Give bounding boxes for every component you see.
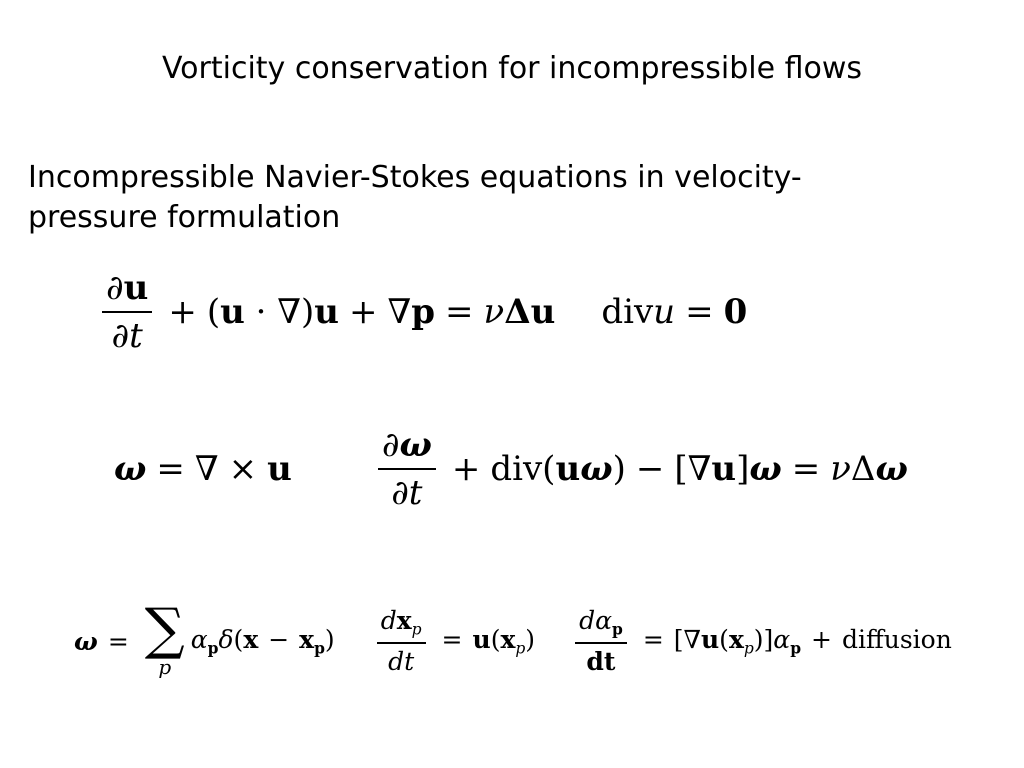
fraction-numerator: ∂ω [381,425,432,465]
fraction-denominator: ∂t [391,473,423,513]
strength-rhs: = $[\nabla u(x_p)]\alpha_p$ + diffusion [642,624,952,658]
fraction-numerator: ∂u [106,268,149,308]
particle-sum-body: $\alpha_p\delta(x - x_p)$ [190,624,335,658]
navier-stokes-equation [96,268,747,356]
slide-title: Vorticity conservation for incompressible flows [161,51,863,86]
momentum-terms: + (u · ∇)u + ∇p = νΔu [168,292,556,332]
subtitle-line-1: Incompressible Navier-Stokes equations in velocity- [28,160,802,195]
velocity-rhs: = $u(x_p)$ [441,624,536,658]
vorticity-transport-terms: + div(uω) − [∇u]ω = νΔω [451,449,908,489]
diffusion-term: diffusion [841,624,952,654]
fraction-denominator: ∂t [111,316,143,356]
slide-subtitle [28,158,928,238]
fraction-denominator: dt [586,646,616,676]
vorticity-time-derivative [378,425,436,513]
fraction-numerator: $d\alpha_p$ [579,606,623,639]
divergence-constraint: divu = 0 [601,292,748,332]
time-derivative-fraction [102,268,152,356]
position-derivative-fraction [377,606,426,675]
subtitle-line-2: pressure formulation [28,200,341,235]
particle-discretization-equation: ω = ∑ p $\alpha_p\delta(x - x_p)$ $\frac{dx_p}{dt}$ = $u(x_p)$ $\frac{d\alpha_p}{dt}$ = $[\nabla u(x_p)]\alpha_p$ + diffusion [74,597,952,679]
strength-derivative-fraction [575,606,627,675]
fraction-numerator: $dx_p$ [380,606,422,639]
summation: ∑ p [144,597,185,679]
vorticity-definition: ω = ∇ × u [114,449,292,489]
vorticity-equation [114,425,908,513]
fraction-denominator: dt [388,646,415,676]
